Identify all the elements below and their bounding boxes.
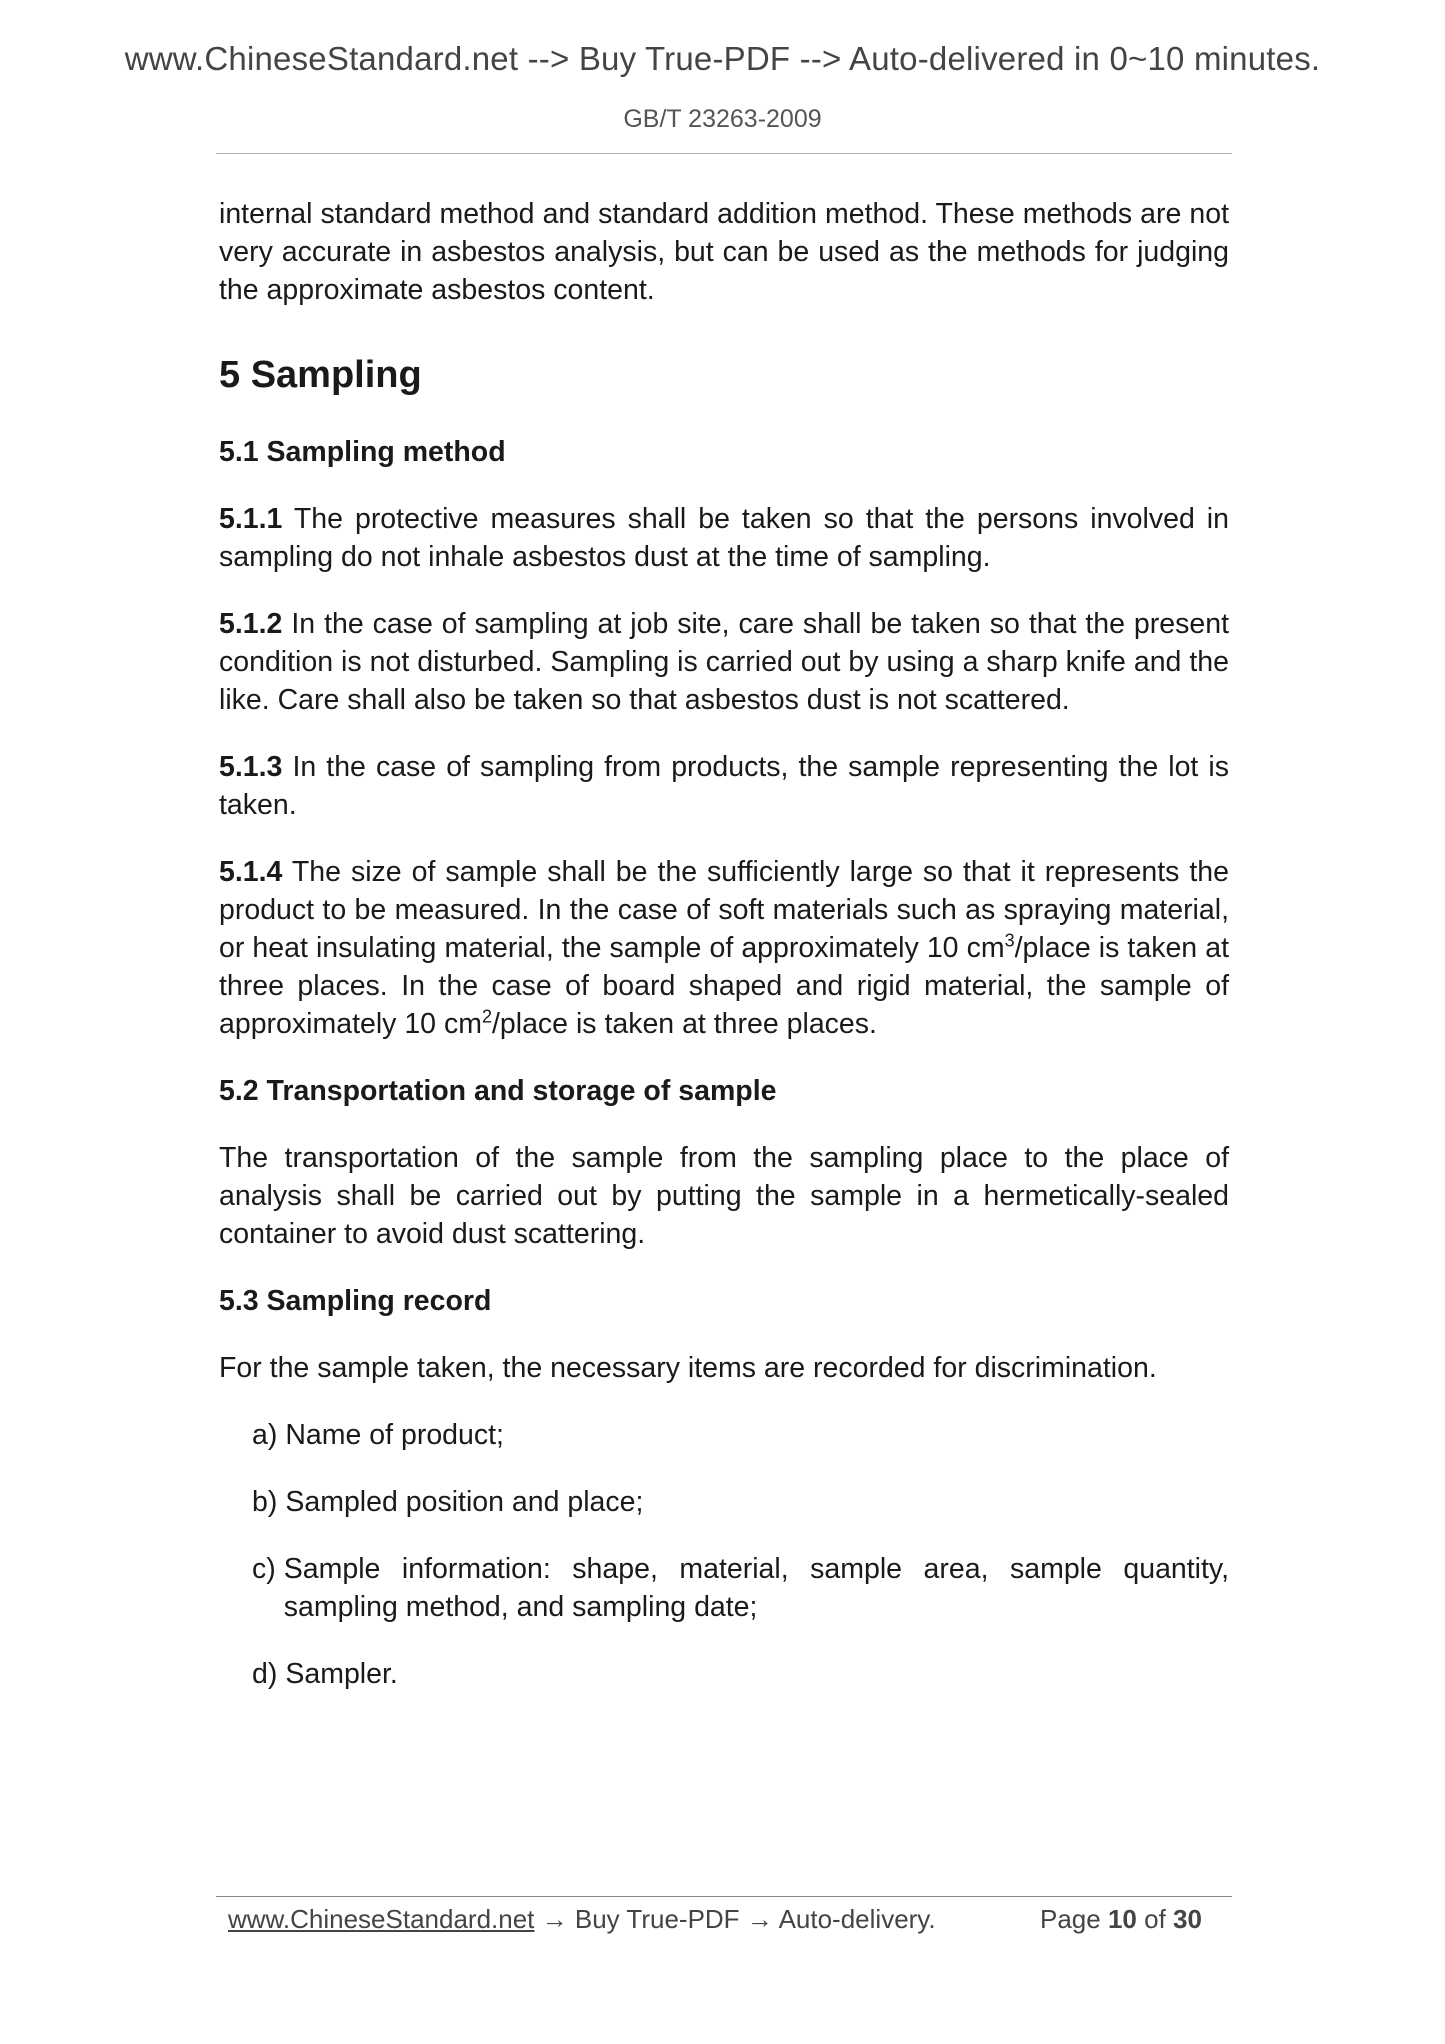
page-of: of [1144, 1904, 1166, 1934]
header-divider [216, 153, 1232, 154]
list-item [252, 1655, 1229, 1693]
clause-text: The size of sample shall be the sufficiently large so that it represents the product to be measured. In the case of soft materials such as spraying material, or heat insulating material, the sample of approximately 10 cm [219, 856, 1229, 964]
clause-5-1-4 [219, 853, 1229, 1043]
list-marker: b) [252, 1486, 278, 1518]
clause-5-1-1 [219, 500, 1229, 576]
section-5-3-heading: 5.3 Sampling record [219, 1285, 492, 1317]
footer-text: → Buy True-PDF → Auto-delivery. [534, 1904, 936, 1934]
standard-code: GB/T 23263-2009 [623, 105, 822, 133]
footer-site-link[interactable]: www.ChineseStandard.net [228, 1904, 535, 1934]
superscript-3: 3 [1004, 930, 1015, 951]
page-label: Page [1040, 1904, 1101, 1934]
page-current: 10 [1107, 1904, 1137, 1934]
list-marker: a) [252, 1419, 278, 1451]
clause-number: 5.1.2 [219, 608, 283, 640]
list-marker: c) [252, 1553, 276, 1585]
intro-paragraph: internal standard method and standard addition method. These methods are not very accurate in asbestos analysis, but can be used as the methods for judging the approximate asbestos content. [219, 198, 1229, 306]
section-5-3-paragraph: For the sample taken, the necessary items are recorded for discrimination. [219, 1352, 1157, 1384]
list-item [252, 1550, 1229, 1626]
superscript-2: 2 [481, 1006, 492, 1027]
section-5-1-heading: 5.1 Sampling method [219, 436, 506, 468]
page-total: 30 [1173, 1904, 1202, 1934]
section-5-heading: 5 Sampling [219, 354, 422, 396]
list-text: Name of product; [285, 1419, 504, 1451]
clause-text: In the case of sampling at job site, care shall be taken so that the present condition is not disturbed. Sampling is carried out by using a sharp knife and the like. Care shall also be taken so that asbestos dust is not scattered. [219, 608, 1229, 716]
section-5-2-paragraph: The transportation of the sample from the sampling place to the place of analysis shall be carried out by putting the sample in a hermetically-sealed container to avoid dust scattering. [219, 1142, 1229, 1250]
document-body [219, 195, 1229, 1722]
clause-text: In the case of sampling from products, the sample representing the lot is taken. [219, 751, 1229, 821]
list-text: Sampled position and place; [285, 1486, 644, 1518]
list-marker: d) [252, 1658, 278, 1690]
section-5-2-heading: 5.2 Transportation and storage of sample [219, 1075, 777, 1107]
list-text: Sample information: shape, material, sample area, sample quantity, sampling method, and sampling date; [283, 1553, 1229, 1623]
clause-number: 5.1.1 [219, 503, 283, 535]
clause-number: 5.1.4 [219, 856, 283, 888]
clause-text: The protective measures shall be taken so that the persons involved in sampling do not inhale asbestos dust at the time of sampling. [219, 503, 1229, 573]
footer-divider [216, 1896, 1232, 1897]
top-banner: www.ChineseStandard.net --> Buy True-PDF --> Auto-delivered in 0~10 minutes. [124, 40, 1321, 77]
clause-text: /place is taken at three places. In the case of board shaped and rigid material, the sample of approximately 10 cm [219, 932, 1229, 1040]
list-item [252, 1483, 1229, 1521]
clause-text: /place is taken at three places. [491, 1008, 877, 1040]
page-number [1040, 1902, 1202, 1936]
page-footer [228, 1902, 1228, 1936]
clause-5-1-3 [219, 748, 1229, 824]
list-item [252, 1416, 1229, 1454]
list-text: Sampler. [285, 1658, 398, 1690]
clause-5-1-2 [219, 605, 1229, 719]
clause-number: 5.1.3 [219, 751, 283, 783]
